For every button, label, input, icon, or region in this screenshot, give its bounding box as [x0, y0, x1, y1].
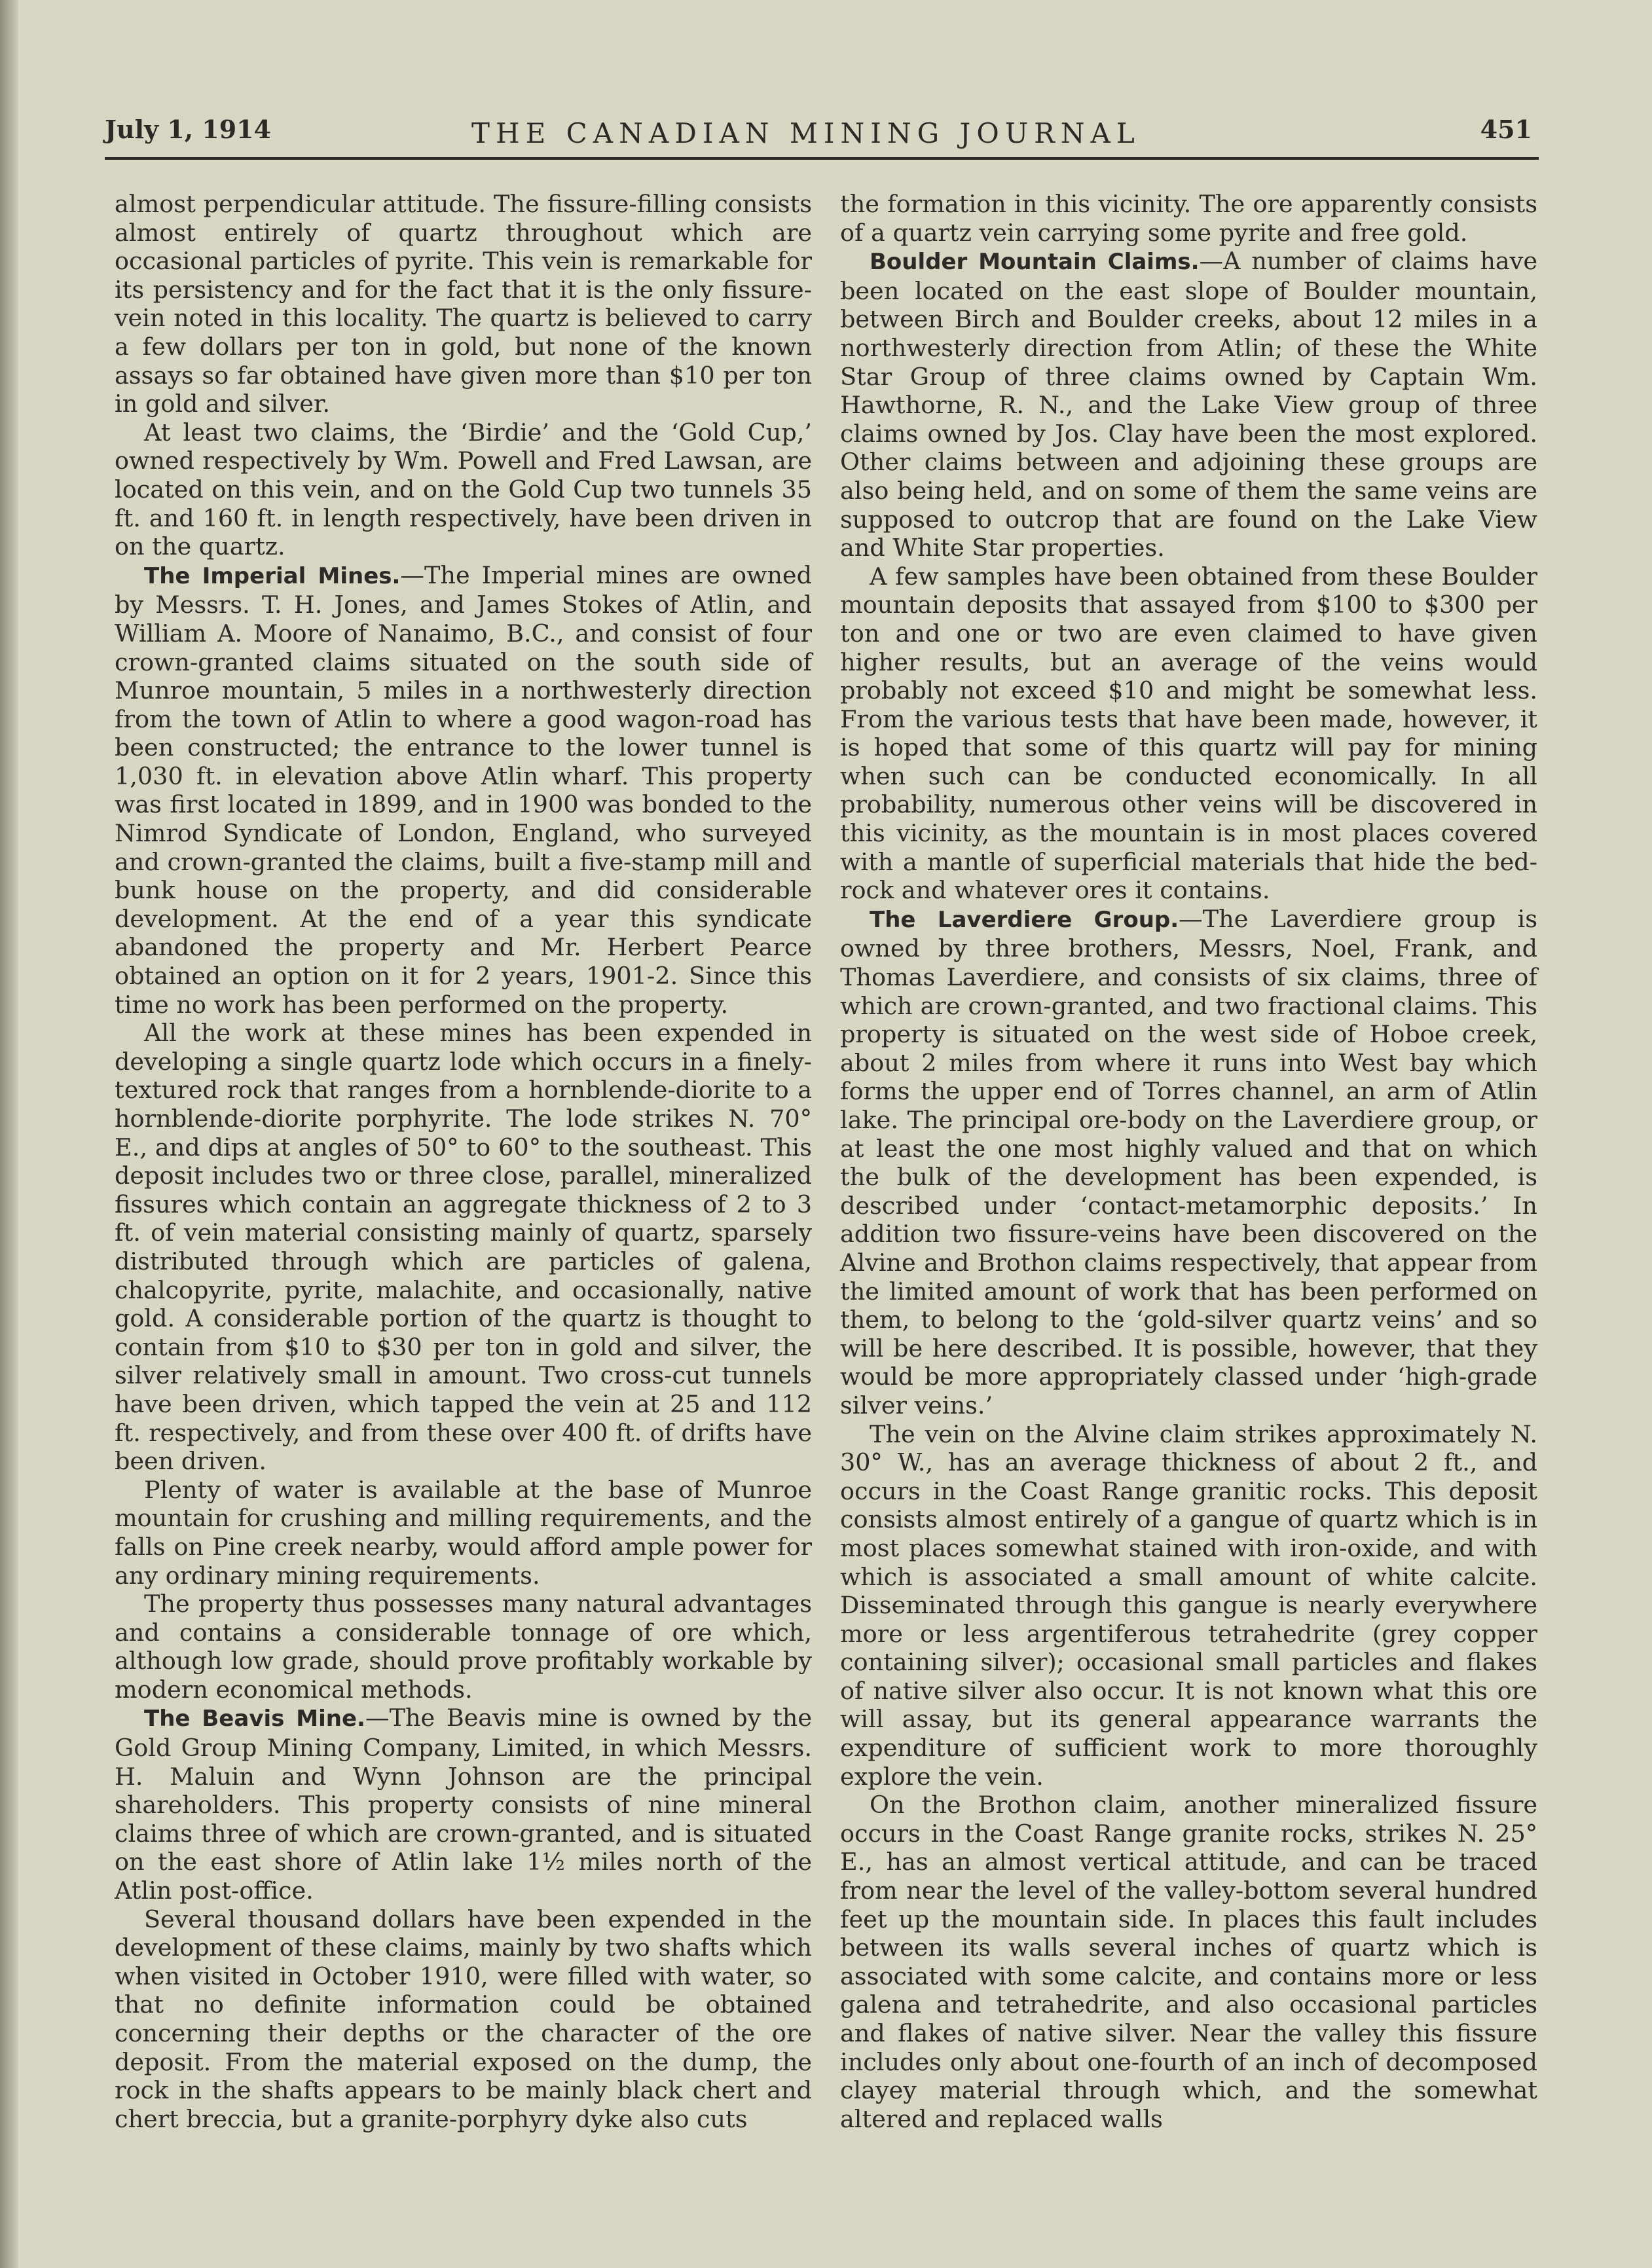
section-heading: The Laverdiere Group.: [870, 906, 1179, 933]
paragraph: the formation in this vicinity. The ore apparently consists of a quartz vein carrying some pyrite and free gold.: [840, 190, 1537, 247]
journal-title: THE CANADIAN MINING JOURNAL: [471, 117, 1141, 149]
paragraph: On the Brothon claim, another mineralized fissure occurs in the Coast Range granite rocks, strikes N. 25° E., has an almost vertical attitude, and can be traced from near the level of the valley-bottom several hundred feet up the mountain side. In places this fault includes between its walls several inches of quartz which is associated with some calcite, and contains more or less galena and tetrahedrite, and also occasional particles and flakes of native silver. Near the valley this fissure includes only about one-fourth of an inch of decomposed clayey material through which, and the somewhat altered and replaced walls: [840, 1791, 1537, 2133]
right-column: [840, 190, 1537, 2133]
paragraph: At least two claims, the ‘Birdie’ and the ‘Gold Cup,’ owned respectively by Wm. Powell and Fred Lawsan, are located on this vein, and on the Gold Cup two tunnels 35 ft. and 160 ft. in length respectively, have been driven in on the quartz.: [115, 418, 812, 561]
issue-date: July 1, 1914: [105, 115, 272, 144]
paragraph: almost perpendicular attitude. The fissure-filling consists almost entirely of quartz throughout which are occasional particles of pyrite. This vein is remarkable for its persistency and for the fact that it is the only fissure-vein noted in this locality. The quartz is believed to carry a few dollars per ton in gold, but none of the known assays so far obtained have given more than $10 per ton in gold and silver.: [115, 190, 812, 418]
paragraph: The Beavis Mine.—The Beavis mine is owned by the Gold Group Mining Company, Limited, in which Messrs. H. Maluin and Wynn Johnson are the principal shareholders. This property consists of nine mineral claims three of which are crown-granted, and is situated on the east shore of Atlin lake 1½ miles north of the Atlin post-office.: [115, 1704, 812, 1905]
paragraph: The property thus possesses many natural advantages and contains a considerable tonnage of ore which, although low grade, should prove profitably workable by modern economical methods.: [115, 1590, 812, 1704]
section-heading: The Imperial Mines.: [144, 562, 401, 589]
running-header: [105, 108, 1539, 160]
paragraph: The vein on the Alvine claim strikes approximately N. 30° W., has an average thickness of about 2 ft., and occurs in the Coast Range granitic rocks. This deposit consists almost entirely of a gangue of quartz which is in most places somewhat stained with iron-oxide, and with which is associated a small amount of white calcite. Disseminated through this gangue is nearly everywhere more or less argentiferous tetrahedrite (grey copper containing silver); occasional small particles and flakes of native silver also occur. It is not known what this ore will assay, but its general appearance warrants the expenditure of sufficient work to more thoroughly explore the vein.: [840, 1419, 1537, 1791]
section-heading: The Beavis Mine.: [144, 1706, 365, 1732]
paragraph: All the work at these mines has been expended in developing a single quartz lode which occurs in a finely-textured rock that ranges from a hornblende-diorite to a hornblende-diorite porphyrite. The lode strikes N. 70° E., and dips at angles of 50° to 60° to the southeast. This deposit includes two or three close, parallel, mineralized fissures which contain an aggregate thickness of 2 to 3 ft. of vein material consisting mainly of quartz, sparsely distributed through which are particles of galena, chalcopyrite, pyrite, malachite, and occasionally, native gold. A considerable portion of the quartz is thought to contain from $10 to $30 per ton in gold and silver, the silver relatively small in amount. Two cross-cut tunnels have been driven, which tapped the vein at 25 and 112 ft. respectively, and from these over 400 ft. of drifts have been driven.: [115, 1019, 812, 1476]
paragraph: The Imperial Mines.—The Imperial mines are owned by Messrs. T. H. Jones, and James Stokes of Atlin, and William A. Moore of Nanaimo, B.C., and consist of four crown-granted claims situated on the south side of Munroe mountain, 5 miles in a northwesterly direction from the town of Atlin to where a good wagon-road has been constructed; the entrance to the lower tunnel is 1,030 ft. in elevation above Atlin wharf. This property was first located in 1899, and in 1900 was bonded to the Nimrod Syndicate of London, England, who surveyed and crown-granted the claims, built a five-stamp mill and bunk house on the property, and did considerable development. At the end of a year this syndicate abandoned the property and Mr. Herbert Pearce obtained an option on it for 2 years, 1901-2. Since this time no work has been performed on the property.: [115, 560, 812, 1019]
page-binding-shadow: [0, 0, 18, 2268]
paragraph: Several thousand dollars have been expended in the development of these claims, mainly by two shafts which when visited in October 1910, were filled with water, so that no definite information could be obtained concerning their depths or the character of the ore deposit. From the material exposed on the dump, the rock in the shafts appears to be mainly black chert and chert breccia, but a granite-porphyry dyke also cuts: [115, 1905, 812, 2133]
left-column: [115, 190, 812, 2133]
paragraph: The Laverdiere Group.—The Laverdiere group is owned by three brothers, Messrs, Noel, Frank, and Thomas Laverdiere, and consists of six claims, three of which are crown-granted, and two fractional claims. This property is situated on the west side of Hoboe creek, about 2 miles from where it runs into West bay which forms the upper end of Torres channel, an arm of Atlin lake. The principal ore-body on the Laverdiere group, or at least the one most highly valued and that on which the bulk of the development has been expended, is described under ‘contact-metamorphic deposits.’ In addition two fissure-veins have been discovered on the Alvine and Brothon claims respectively, that appear from the limited amount of work that has been performed on them, to belong to the ‘gold-silver quartz veins’ and so will be here described. It is possible, however, that they would be more appropriately classed under ‘high-grade silver veins.’: [840, 904, 1537, 1419]
paragraph: Plenty of water is available at the base of Munroe mountain for crushing and milling requirements, and the falls on Pine creek nearby, would afford ample power for any ordinary mining requirements.: [115, 1475, 812, 1590]
paragraph: A few samples have been obtained from these Boulder mountain deposits that assayed from $100 to $300 per ton and one or two are even claimed to have given higher results, but an average of the veins would probably not exceed $10 and might be somewhat less. From the various tests that have been made, however, it is hoped that some of this quartz will pay for mining when such can be conducted economically. In all probability, numerous other veins will be discovered in this vicinity, as the mountain is in most places covered with a mantle of superficial materials that hide the bed-rock and whatever ores it contains.: [840, 562, 1537, 905]
paragraph: Boulder Mountain Claims.—A number of claims have been located on the east slope of Boulder mountain, between Birch and Boulder creeks, about 12 miles in a northwesterly direction from Atlin; of these the White Star Group of three claims owned by Captain Wm. Hawthorne, R. N., and the Lake View group of three claims owned by Jos. Clay have been the most explored. Other claims between and adjoining these groups are also being held, and on some of them the same veins are supposed to outcrop that are found on the Lake View and White Star properties.: [840, 247, 1537, 562]
header-rule: [105, 157, 1539, 160]
section-heading: Boulder Mountain Claims.: [870, 249, 1200, 276]
page-number: 451: [1480, 115, 1532, 144]
